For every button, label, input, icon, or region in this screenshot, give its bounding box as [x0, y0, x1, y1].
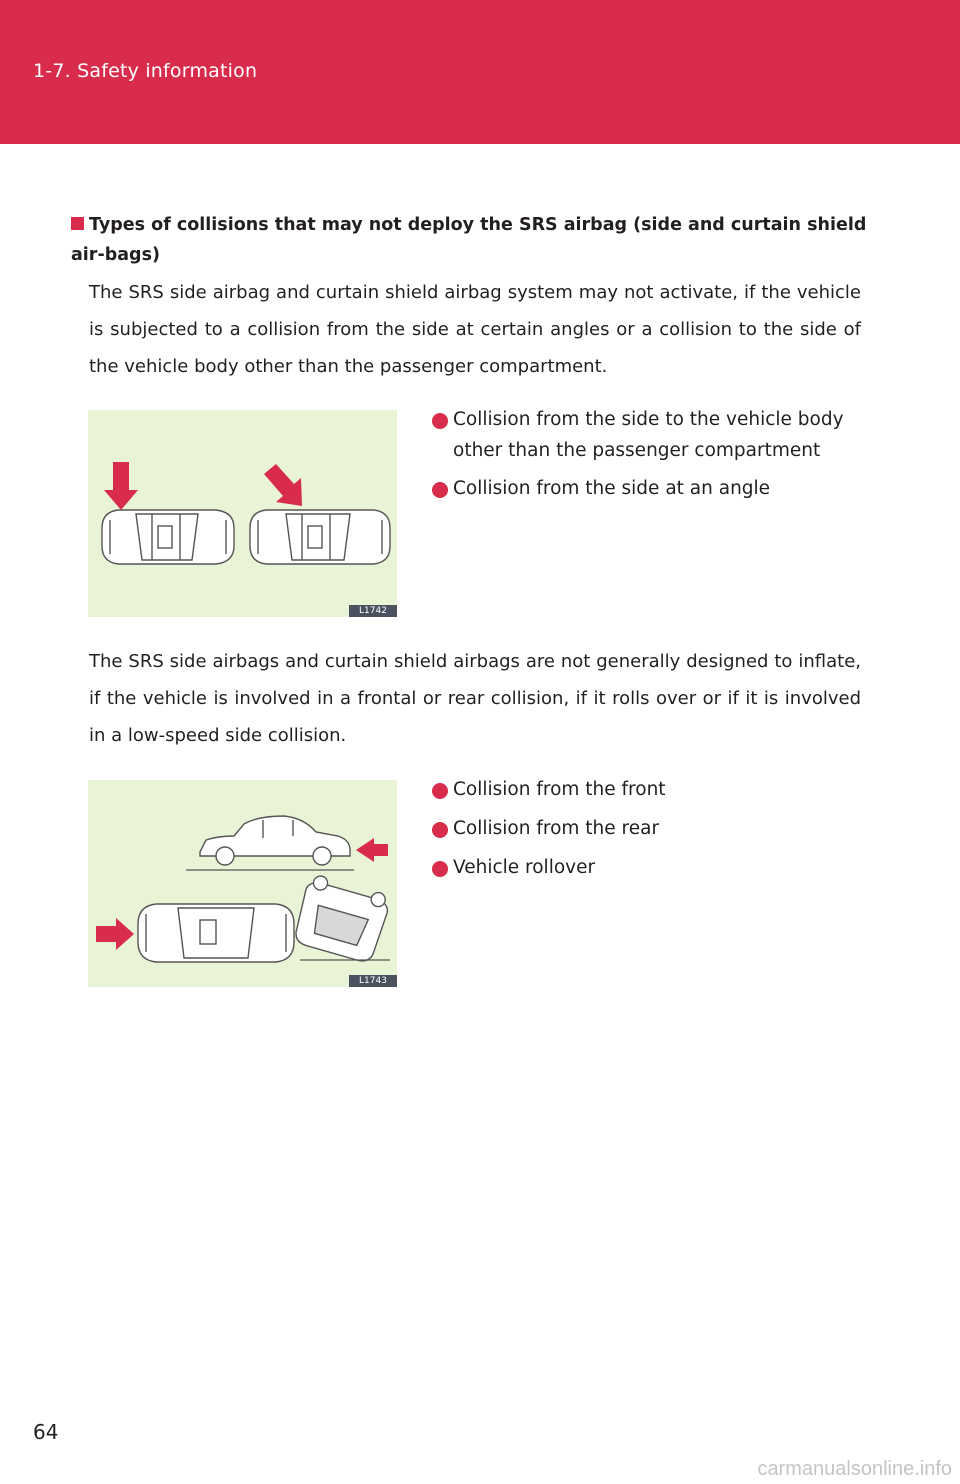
page-number: 64	[33, 1420, 59, 1444]
heading-text: Types of collisions that may not deploy the SRS airbag (side and curtain shield air-bags)	[71, 215, 867, 265]
bullet-dot-icon	[432, 413, 448, 429]
paragraph-side-collision: The SRS side airbag and curtain shield airbag system may not activate, if the vehicle is subjected to a collision from the side at certain angles or a collision to the side of the vehicle body other than the passenger compartment.	[89, 282, 861, 377]
front-rear-rollover-illustration	[88, 780, 397, 987]
bullet-dot-icon	[432, 783, 448, 799]
side-collision-cars-illustration	[88, 410, 397, 617]
bullet-item	[432, 774, 872, 805]
header-band	[0, 0, 960, 144]
bullet-text: Collision from the front	[453, 779, 666, 800]
car-topview-right	[250, 510, 390, 564]
car-topview-front	[138, 904, 294, 962]
rear-impact-arrow-icon	[356, 838, 388, 862]
bullet-item	[432, 813, 872, 844]
car-rolled-over	[291, 873, 392, 965]
square-bullet-icon	[71, 217, 84, 230]
car-sideview	[200, 816, 350, 865]
bullet-item	[432, 473, 872, 504]
bullet-dot-icon	[432, 482, 448, 498]
bullet-item	[432, 404, 872, 466]
watermark: carmanualsonline.info	[757, 1458, 952, 1480]
bullet-text: Collision from the side to the vehicle body other than the passenger compartment	[453, 409, 844, 461]
bullet-item	[432, 852, 872, 883]
car-topview-left	[102, 510, 234, 564]
paragraph-not-designed: The SRS side airbags and curtain shield airbags are not generally designed to inflate, if the vehicle is involved in a frontal or rear collision, if it rolls over or if it is involved in a low-speed side collision.	[89, 651, 861, 746]
impact-arrow-down-icon	[104, 462, 138, 510]
bullet-text: Collision from the rear	[453, 818, 660, 839]
figure-code: L1743	[349, 975, 397, 987]
impact-arrow-diagonal-icon	[264, 464, 302, 506]
illustration-side-collision	[88, 410, 397, 617]
bullet-dot-icon	[432, 822, 448, 838]
bullet-dot-icon	[432, 861, 448, 877]
front-impact-arrow-icon	[96, 918, 134, 950]
figure-code: L1742	[349, 605, 397, 617]
subsection-heading	[71, 210, 871, 270]
bullet-text: Vehicle rollover	[453, 857, 596, 878]
bullet-text: Collision from the side at an angle	[453, 478, 771, 499]
illustration-front-rear-rollover	[88, 780, 397, 987]
section-title: 1-7. Safety information	[33, 60, 258, 82]
